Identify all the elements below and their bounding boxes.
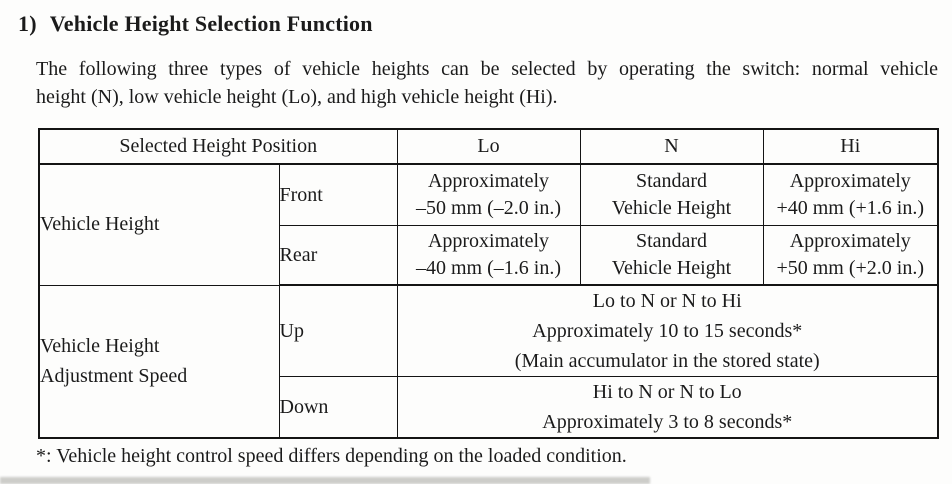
vehicle-height-spec-table	[38, 128, 939, 439]
section-heading-title: Vehicle Height Selection Function	[49, 11, 373, 36]
cell-down-speed	[397, 377, 938, 439]
table-header-row	[39, 129, 938, 164]
cell-up-speed	[397, 285, 938, 377]
cell-front-n-line1: Standard	[635, 170, 708, 192]
cell-rear-hi-line1: Approximately	[789, 230, 911, 252]
table-row-up	[39, 285, 938, 377]
cell-up-speed-line2: Approximately 10 to 15 seconds*	[532, 320, 803, 342]
cell-front-lo	[397, 164, 580, 226]
cell-up-speed-line1: Lo to N or N to Hi	[592, 290, 742, 312]
cell-front-n	[580, 164, 763, 226]
cell-front-n-line2: Vehicle Height	[611, 197, 732, 219]
header-n: N	[580, 129, 763, 164]
section-heading	[18, 11, 373, 37]
cell-rear-n-line2: Vehicle Height	[611, 257, 732, 279]
header-selected-height-position: Selected Height Position	[39, 129, 397, 164]
cell-rear-n	[580, 226, 763, 286]
row-group-adjustment-speed	[39, 285, 279, 438]
cell-rear-lo-line2: –40 mm (–1.6 in.)	[416, 257, 561, 279]
cell-rear-lo	[397, 226, 580, 286]
cell-rear-hi-line2: +50 mm (+2.0 in.)	[776, 257, 925, 279]
cell-rear-lo-line1: Approximately	[427, 230, 550, 252]
intro-paragraph-line2: height (N), low vehicle height (Lo), and high vehicle height (Hi).	[36, 86, 558, 108]
cell-down-speed-line2: Approximately 3 to 8 seconds*	[542, 411, 793, 433]
bottom-scan-artifact	[0, 477, 650, 484]
cell-front-hi-line1: Approximately	[789, 170, 911, 192]
section-heading-number: 1)	[18, 11, 37, 36]
cell-front-lo-line2: –50 mm (–2.0 in.)	[416, 197, 561, 219]
cell-front-hi-line2: +40 mm (+1.6 in.)	[776, 197, 925, 219]
footnote: *: Vehicle height control speed differs depending on the loaded condition.	[36, 445, 627, 467]
row-group-vehicle-height: Vehicle Height	[39, 164, 279, 285]
row-label-front: Front	[279, 164, 397, 226]
table-row-front	[39, 164, 938, 226]
row-group-adjustment-speed-line1: Vehicle Height	[40, 335, 160, 358]
intro-paragraph	[36, 55, 938, 111]
cell-front-hi	[763, 164, 938, 226]
cell-down-speed-line1: Hi to N or N to Lo	[592, 381, 742, 403]
row-label-up: Up	[279, 285, 397, 377]
cell-rear-hi	[763, 226, 938, 286]
row-group-adjustment-speed-line2: Adjustment Speed	[40, 365, 188, 388]
row-label-down: Down	[279, 377, 397, 439]
cell-up-speed-line3: (Main accumulator in the stored state)	[514, 350, 820, 372]
row-label-rear: Rear	[279, 226, 397, 286]
cell-rear-n-line1: Standard	[635, 230, 708, 252]
intro-paragraph-line1: The following three types of vehicle heights can be selected by operating the switch: normal vehicle	[36, 58, 938, 80]
header-lo: Lo	[397, 129, 580, 164]
header-hi: Hi	[763, 129, 938, 164]
cell-front-lo-line1: Approximately	[427, 170, 550, 192]
